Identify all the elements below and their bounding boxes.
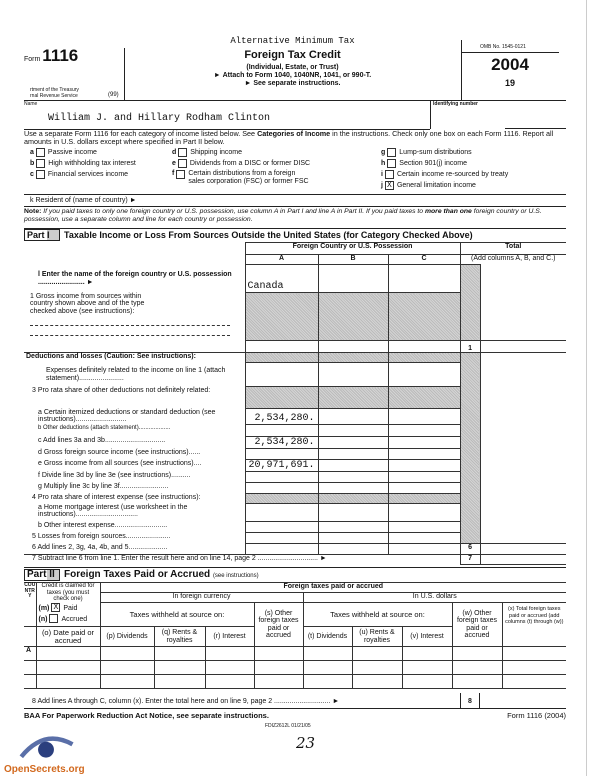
category-c[interactable]: c Financial services income: [30, 171, 129, 178]
line-8-total[interactable]: [480, 693, 566, 708]
cell[interactable]: [154, 661, 205, 675]
line-1-a[interactable]: [245, 341, 318, 353]
line-4a-label: a Home mortgage interest (use worksheet in the instructions)................................: [24, 504, 245, 522]
line-5-label: 5 Losses from foreign sources.......................: [24, 533, 245, 544]
country-a-input[interactable]: Canada: [245, 265, 318, 293]
cell[interactable]: [452, 647, 502, 661]
line-5-b[interactable]: [318, 533, 388, 544]
line-5-a[interactable]: [245, 533, 318, 544]
col-s-header: (s) Other foreign taxes paid or accrued: [254, 603, 303, 647]
line-2-a[interactable]: [245, 363, 318, 387]
line-3g-b[interactable]: [318, 483, 388, 494]
line-7-number: 7: [460, 555, 480, 565]
line-2-label: Expenses definitely related to the income on line 1 (attach statement).......................: [24, 363, 245, 387]
deductions-heading: Deductions and losses (Caution: See instructions):: [24, 353, 245, 363]
cell[interactable]: [303, 675, 352, 689]
cell[interactable]: [100, 647, 154, 661]
watermark-text: OpenSecrets.org: [4, 764, 85, 775]
cell[interactable]: [205, 675, 254, 689]
form-subtitle: (Individual, Estate, or Trust) ► Attach to Form 1040, 1040NR, 1041, or 990-T. ► See separate instructions.: [213, 64, 372, 87]
col-c-header: C: [388, 255, 460, 265]
paperwork-notice: BAA For Paperwork Reduction Act Notice, see separate instructions.: [24, 711, 269, 720]
cell[interactable]: [452, 661, 502, 675]
line-3-label: 3 Pro rata share of other deductions not definitely related:: [24, 387, 245, 409]
line-3d-label: d Gross foreign source income (see instructions)......: [24, 449, 245, 460]
line-3c-label: c Add lines 3a and 3b...............................: [24, 437, 245, 449]
cell[interactable]: [254, 647, 303, 661]
col-a-header: A: [245, 255, 318, 265]
identifying-number-label: Identifying number: [433, 101, 478, 107]
withheld-foreign-header: Taxes withheld at source on:: [100, 603, 254, 627]
line-8-row: [24, 693, 566, 709]
line-3b-c[interactable]: [388, 425, 460, 437]
us-dollars-header: In U.S. dollars: [303, 593, 566, 603]
line-3e-label: e Gross income from all sources (see instructions)....: [24, 460, 245, 472]
country-c-input[interactable]: [388, 265, 460, 293]
category-e[interactable]: e Dividends from a DISC or former DISC: [172, 160, 311, 167]
line-4a-c[interactable]: [388, 504, 460, 522]
paid-accrued-checks: [36, 603, 100, 627]
cell[interactable]: [402, 675, 452, 689]
line-1-b[interactable]: [318, 341, 388, 353]
category-f[interactable]: f Certain distributions from a foreign sales corporation (FSC) or former FSC: [172, 170, 309, 185]
total-subheader: (Add columns A, B, and C.): [471, 255, 556, 262]
part2-table: [24, 582, 566, 689]
line-3b-a[interactable]: [245, 425, 318, 437]
paid-checkbox[interactable]: (m) X Paid: [38, 603, 78, 613]
cell[interactable]: [100, 675, 154, 689]
part1-table: [24, 242, 566, 565]
category-h[interactable]: h Section 901(j) income: [381, 160, 467, 167]
line-3g-a[interactable]: [245, 483, 318, 494]
row-label-a: A: [24, 647, 36, 661]
line-3c-b[interactable]: [318, 437, 388, 449]
category-col-3: [381, 147, 508, 191]
total-header: Total: [460, 243, 566, 255]
line-1-number: 1: [460, 341, 480, 353]
cell[interactable]: [502, 647, 566, 661]
col-x-header: (x) Total foreign taxes paid or accrued (add columns (t) through (w)): [502, 603, 566, 647]
line-4-label: 4 Pro rata share of interest expense (see instructions):: [24, 494, 245, 504]
category-b[interactable]: b High withholding tax interest: [30, 160, 136, 167]
line-2-b[interactable]: [318, 363, 388, 387]
form-body: [24, 242, 566, 752]
line-2-c[interactable]: [388, 363, 460, 387]
sequence-code: (99): [108, 92, 119, 98]
cell[interactable]: [205, 647, 254, 661]
form-code: FDIZ2612L 01/21/05: [265, 723, 311, 729]
cell[interactable]: [402, 661, 452, 675]
cell[interactable]: [36, 661, 100, 675]
country-b-input[interactable]: [318, 265, 388, 293]
col-group-header: Foreign Country or U.S. Possession: [245, 243, 460, 255]
category-d[interactable]: d Shipping income: [172, 149, 243, 156]
col-t-header: (t) Dividends: [303, 627, 352, 647]
col-o-header: (o) Date paid or accrued: [36, 627, 100, 647]
foreign-taxes-group-header: Foreign taxes paid or accrued: [100, 583, 566, 593]
cell[interactable]: [303, 647, 352, 661]
line-1-total[interactable]: [480, 341, 566, 353]
col-r-header: (r) Interest: [205, 627, 254, 647]
col-b-header: B: [318, 255, 388, 265]
cell[interactable]: [36, 647, 100, 661]
line-3f-b[interactable]: [318, 472, 388, 483]
note: Note: If you paid taxes to only one foreign country or U.S. possession, use column A in Part I and line A in Part II. If you paid taxes to more than one foreign country or U.S. possession, use a separate column and line for each country or possession.: [24, 208, 542, 223]
line-3e-a[interactable]: 20,971,691.: [245, 460, 318, 472]
category-col-1: [30, 147, 136, 180]
cell[interactable]: [402, 647, 452, 661]
resident-of-field[interactable]: k Resident of (name of country) ►: [30, 197, 137, 204]
form-number: Form 1116: [24, 46, 79, 65]
line-7-label: 7 Subtract line 6 from line 1. Enter the result here and on line 14, page 2 ............................... ►: [24, 555, 460, 565]
line-6-label: 6 Add lines 2, 3g, 4a, 4b, and 5....................: [24, 544, 245, 555]
line-3f-label: f Divide line 3d by line 3e (see instructions)..........: [24, 472, 245, 483]
row-label-c: [24, 675, 36, 689]
tax-year: 2004: [491, 55, 529, 74]
cell[interactable]: [502, 661, 566, 675]
department: rtment of the Treasury rnal Revenue Service: [30, 87, 79, 99]
attachment-sequence: 19: [504, 78, 515, 88]
cell[interactable]: [352, 647, 402, 661]
line-6-b[interactable]: [318, 544, 388, 555]
line-6-total[interactable]: [480, 544, 566, 555]
line-5-c[interactable]: [388, 533, 460, 544]
category-g[interactable]: g Lump-sum distributions: [381, 149, 472, 156]
cell[interactable]: [502, 675, 566, 689]
line-3c-a[interactable]: 2,534,280.: [245, 437, 318, 449]
line-3d-a[interactable]: [245, 449, 318, 460]
line-3g-c[interactable]: [388, 483, 460, 494]
cell[interactable]: [154, 675, 205, 689]
line-6-c[interactable]: [388, 544, 460, 555]
line-3d-c[interactable]: [388, 449, 460, 460]
line-6-a[interactable]: [245, 544, 318, 555]
part2-header: Part II Foreign Taxes Paid or Accrued (see instructions): [24, 567, 566, 582]
line-3c-c[interactable]: [388, 437, 460, 449]
cell[interactable]: [303, 661, 352, 675]
line-4b-c[interactable]: [388, 522, 460, 533]
cell[interactable]: [154, 647, 205, 661]
form-title: Foreign Tax Credit: [244, 49, 341, 61]
line-3f-c[interactable]: [388, 472, 460, 483]
taxpayer-name[interactable]: William J. and Hillary Rodham Clinton: [48, 113, 271, 124]
line-3e-b[interactable]: [318, 460, 388, 472]
cell[interactable]: [205, 661, 254, 675]
line-3g-label: g Multiply line 3c by line 3f.........................: [24, 483, 245, 494]
withheld-us-header: Taxes withheld at source on:: [303, 603, 452, 627]
line-4b-label: b Other interest expense...........................: [24, 522, 245, 533]
col-q-header: (q) Rents & royalties: [154, 627, 205, 647]
accrued-checkbox[interactable]: (n) Accrued: [38, 615, 88, 623]
line-4a-b[interactable]: [318, 504, 388, 522]
foreign-currency-header: In foreign currency: [100, 593, 303, 603]
cell[interactable]: [452, 675, 502, 689]
line-3b-label: b Other deductions (attach statement)...................: [24, 425, 245, 437]
handwritten-page-number: 23: [296, 734, 316, 752]
cell[interactable]: [254, 675, 303, 689]
col-w-header: (w) Other foreign taxes paid or accrued: [452, 603, 502, 647]
omb-number: OMB No. 1545-0121: [480, 44, 526, 50]
line-3b-b[interactable]: [318, 425, 388, 437]
line-4b-b[interactable]: [318, 522, 388, 533]
line-6-number: 6: [460, 544, 480, 555]
cell[interactable]: [100, 661, 154, 675]
part1-header: Part I Taxable Income or Loss From Sources Outside the United States (for Category Checked Above): [24, 229, 473, 241]
col-u-header: (u) Rents & royalties: [352, 627, 402, 647]
row-label-b: [24, 661, 36, 675]
line-8-number: 8: [460, 693, 480, 708]
category-i[interactable]: i Certain income re-sourced by treaty: [381, 171, 509, 178]
cell[interactable]: [254, 661, 303, 675]
cell[interactable]: [36, 675, 100, 689]
line-1-c[interactable]: [388, 341, 460, 353]
cell[interactable]: [352, 675, 402, 689]
eye-icon: [4, 732, 88, 762]
line-4b-a[interactable]: [245, 522, 318, 533]
name-label: Name: [24, 101, 38, 107]
table-row: [24, 647, 566, 661]
amt-heading: Alternative Minimum Tax: [230, 36, 355, 46]
line-3d-b[interactable]: [318, 449, 388, 460]
footer-row: [24, 711, 566, 720]
line-3f-a[interactable]: [245, 472, 318, 483]
category-j[interactable]: j X General limitation income: [381, 180, 476, 190]
line-8-label: 8 Add lines A through C, column (x). Enter the total here and on line 9, page 2 ............................. ►: [32, 698, 340, 705]
line-l-label: l Enter the name of the foreign country or U.S. possession ........................ ►: [24, 265, 245, 293]
line-3a-a[interactable]: 2,534,280.: [245, 409, 318, 425]
country-vertical-label: COUNTRY: [24, 583, 36, 627]
col-p-header: (p) Dividends: [100, 627, 154, 647]
category-col-2: [172, 147, 362, 186]
table-row: [24, 675, 566, 689]
col-v-header: (v) Interest: [402, 627, 452, 647]
line-3a-b[interactable]: [318, 409, 388, 425]
opensecrets-logo: [4, 732, 88, 776]
cell[interactable]: [352, 661, 402, 675]
line-3a-c[interactable]: [388, 409, 460, 425]
table-row: [24, 661, 566, 675]
credit-claimed-label: Credit is claimed for taxes (you must check one): [36, 583, 100, 603]
form-reference: Form 1116 (2004): [507, 711, 566, 720]
line-1-label: 1 Gross income from sources within country shown above and of the type checked above (see instructions):: [24, 293, 245, 341]
category-a[interactable]: a Passive income: [30, 149, 97, 156]
line-7-total[interactable]: [480, 555, 566, 565]
category-instructions: Use a separate Form 1116 for each category of income listed below. See Categories of Income in the instructions. Check only one box on each Form 1116. Report all amounts in U.S. dollars except where specified in Part II below.: [24, 129, 554, 146]
line-3a-label: a Certain itemized deductions or standard deduction (see instructions)..........................: [24, 409, 245, 425]
line-4a-a[interactable]: [245, 504, 318, 522]
line-3e-c[interactable]: [388, 460, 460, 472]
